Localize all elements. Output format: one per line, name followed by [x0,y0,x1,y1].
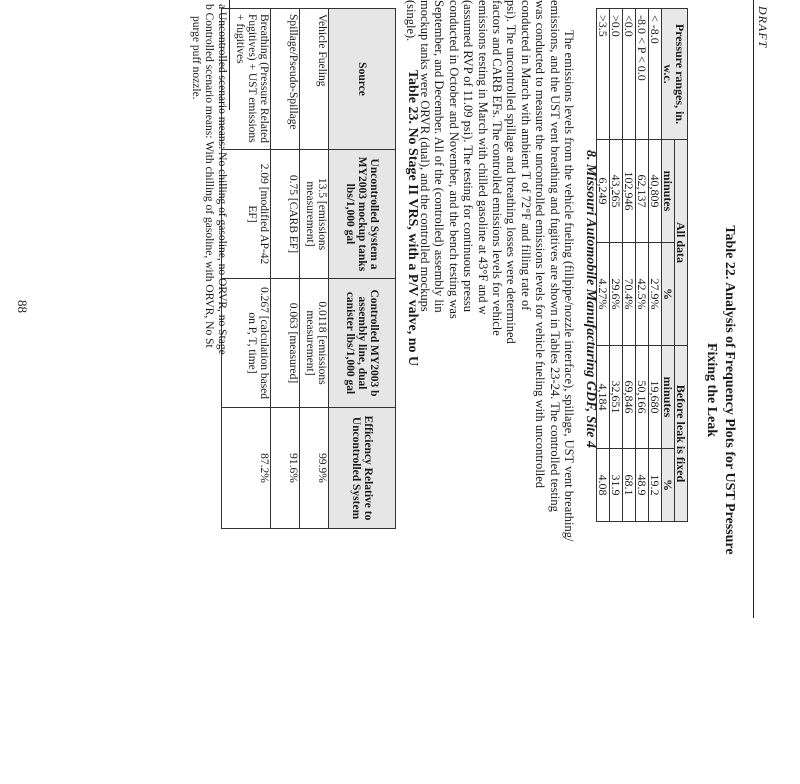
table-row [623,9,636,522]
paragraph-line: (assumed RVP of 11.09 psi). The testing for continuous pressu [461,0,476,313]
all-minutes-cell: 6,249 [597,140,610,243]
col-all-pct: % [662,243,675,346]
paragraph-line: September, and December. All of the (controlled) assembly lin [432,0,447,313]
efficiency-cell: 99.9% [300,408,329,529]
footnote-b: b Controlled scenario means: With chilling of gasoline, with ORVR, No St [203,4,215,348]
before-minutes-cell: 50,166 [636,346,649,449]
paragraph-line: conducted in October and November, and the bench testing was [446,0,461,319]
before-pct-cell: 68.1 [623,449,636,522]
page-number: 88 [15,300,30,313]
section-8-heading: 8. Missouri Automobile Manufacturing GDF, Site 4 [583,150,598,448]
header-rule [753,0,754,618]
range-cell: >3.5 [597,9,610,140]
body-paragraph [403,0,576,760]
all-minutes-cell: 40,809 [649,140,662,243]
footnotes [189,4,228,784]
uncontrolled-cell: 0.75 [CARB EF] [271,150,300,279]
source-cell: Breathing (Pressure Related Fugitives) + UST emissions + fugitives [222,9,271,150]
range-cell: < -8.0 [649,9,662,140]
table-22-title-line1: Table 22. Analysis of Frequency Plots for UST Pressure [722,225,737,555]
table-22 [596,8,688,522]
footnote-b-continued: purge puff nozzle. [190,16,202,100]
range-cell: >0.0 [610,9,623,140]
all-minutes-cell: 102,946 [623,140,636,243]
all-minutes-cell: 62,137 [636,140,649,243]
footnote-a: a Uncontrolled scenario means: No chilling of gasoline, no ORVR, no Stage [216,4,228,355]
col-group-all-data: All data [675,140,688,346]
before-pct-cell: 31.9 [610,449,623,522]
all-pct-cell: 4.27% [597,243,610,346]
all-pct-cell: 29.6% [610,243,623,346]
col-pressure-range: Pressure ranges, in. w.c. [662,9,688,140]
col-group-before-fix: Before leak is fixed [675,346,688,522]
col-source: Source [329,9,396,150]
before-minutes-cell: 4,184 [597,346,610,449]
col-before-minutes: minutes [662,346,675,449]
table-row [300,9,329,529]
all-pct-cell: 70.4% [623,243,636,346]
before-minutes-cell: 32,651 [610,346,623,449]
table-22-title-line2: Fixing the Leak [704,342,719,438]
paragraph-line: (single). [403,0,418,42]
col-all-minutes: minutes [662,140,675,243]
uncontrolled-cell: 2.09 [modified AP-42 EF] [222,150,271,279]
controlled-cell: 0.267 [calculation based on P, T, time] [222,279,271,408]
all-minutes-cell: 43,265 [610,140,623,243]
table-row [597,9,610,522]
col-before-pct: % [662,449,675,522]
all-pct-cell: 27.9% [649,243,662,346]
controlled-cell: 0.063 [measured] [271,279,300,408]
uncontrolled-cell: 13.5 [emissions measurement] [300,150,329,279]
range-cell: <0.0 [623,9,636,140]
source-cell: Vehicle Fueling [300,9,329,150]
controlled-cell: 0.0118 [emissions measurement] [300,279,329,408]
paragraph-line: factors and CARB EFs. The controlled emissions levels for vehicle [489,0,504,336]
table-22-title [702,10,738,770]
table-row [610,9,623,522]
source-cell: Spillage/Pseudo-Spillage [271,9,300,150]
efficiency-cell: 91.6% [271,408,300,529]
paragraph-line: conducted in March with ambient T of 72°F and filling rate of [518,0,533,311]
before-minutes-cell: 19,680 [649,346,662,449]
paragraph-line: was conducted to measure the uncontrolled emissions levels for vehicle fueling with uncontrolled [533,0,548,489]
table-row [636,9,649,522]
range-cell: -8.0 < P < 0.0 [636,9,649,140]
before-pct-cell: 48.9 [636,449,649,522]
table-row [271,9,300,529]
col-efficiency: Efficiency Relative to Uncontrolled System [329,408,396,529]
col-controlled: Controlled MY2003 b assembly line, dual canister lbs/1,000 gal [329,279,396,408]
draft-label: DRAFT [756,6,770,49]
table-23-title: Table 23. No Stage II VRS, with a P/V valve, no U [405,70,420,367]
paragraph-line: emissions, and the UST vent breathing and fugitives are shown in Tables 23-24. The controlled testing [547,0,562,512]
paragraph-line: psi). The uncontrolled spillage and breathing losses were determined [504,0,519,344]
before-pct-cell: 4.08 [597,449,610,522]
table-23 [221,8,396,529]
paragraph-line: The emissions levels from the vehicle fueling (fillpipe/nozzle interface), spillage, UST vent breathing/ [562,30,576,542]
table-row [649,9,662,522]
paragraph-line: emissions testing in March with chilled gasoline at 43°F and w [475,0,490,315]
footnote-rule [229,0,230,110]
paragraph-line: mockup tanks were ORVR (dual), and the controlled mockups [417,0,432,312]
all-pct-cell: 42.5% [636,243,649,346]
efficiency-cell: 87.2% [222,408,271,529]
before-pct-cell: 19.2 [649,449,662,522]
col-uncontrolled: Uncontrolled System a MY2003 mockup tanks lbs/1,000 gal [329,150,396,279]
before-minutes-cell: 69,846 [623,346,636,449]
